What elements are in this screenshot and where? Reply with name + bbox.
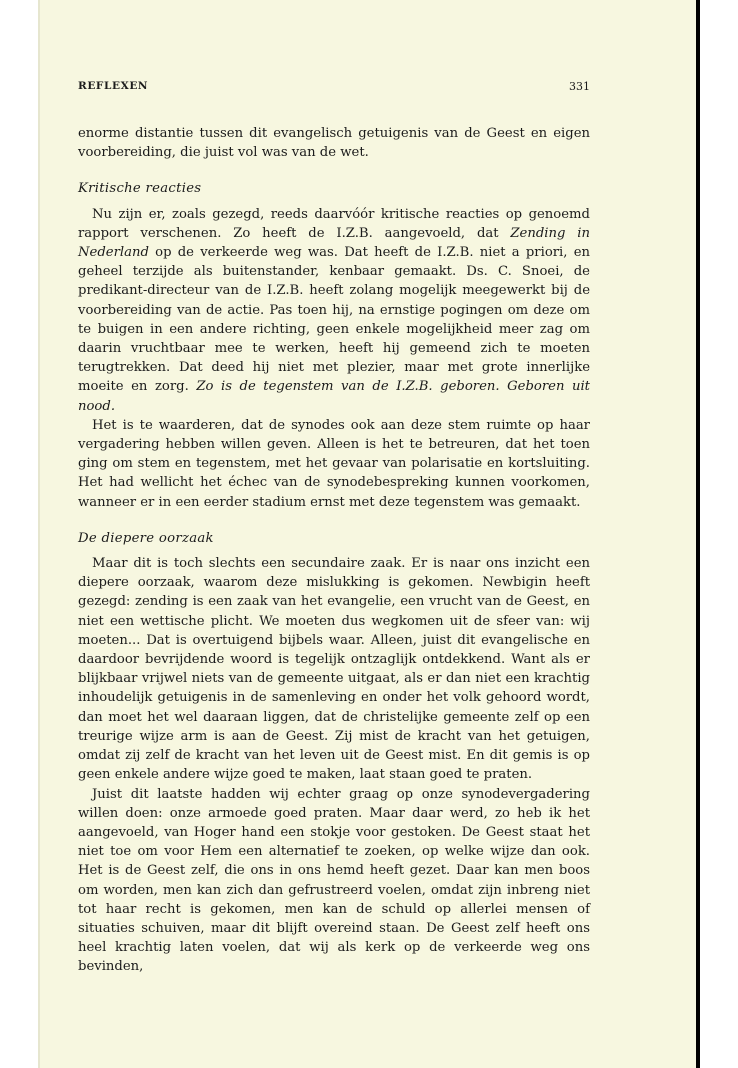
paragraph-juist-dit-laatste: Juist dit laatste hadden wij echter graag op onze synodevergadering willen doen: onze armoede goed praten. Maar daar werd, zo heb ik het aangevoeld, van Hoger hand een stokje voor gestoken. De Geest staat het niet toe om voor Hem een alternatief te zoeken, op welke wijze dan ook. Het is de Geest zelf, die ons in ons hemd heeft gezet. Daar kan men boos om worden, men kan zich dan gefrustreerd voelen, omdat zijn inbreng niet tot haar recht is gekomen, men kan de schuld op allerlei mensen of situaties schuiven, maar dit blijft overeind staan. De Geest zelf heeft ons heel krachtig laten voelen, dat wij als kerk op de verkeerde weg ons bevinden,	[78, 786, 590, 975]
section-heading-diepere-oorzaak: De diepere oorzaak	[78, 530, 214, 546]
paragraph-kritische-reacties	[78, 205, 590, 416]
page-number: 331	[569, 80, 590, 93]
paragraph-text: Nu zijn er, zoals gezegd, reeds daarvóór kritische reacties op genoemd rapport verschenen. Zo heeft de I.Z.B. aangevoeld, dat	[78, 206, 590, 241]
body-text	[78, 124, 590, 977]
running-title: REFLEXEN	[78, 80, 149, 92]
paragraph-diepere-oorzaak: Maar dit is toch slechts een secundaire zaak. Er is naar ons inzicht een diepere oorzaak, waarom deze mislukking is gekomen. Newbigin heeft gezegd: zending is een zaak van het evangelie, een vrucht van de Geest, en niet een wettische plicht. We moeten dus wegkomen uit de sfeer van: wij moeten... Dat is overtuigend bijbels waar. Alleen, juist dit evangelische en daardoor bevrijdende woord is tegelijk ontzaglijk ontdekkend. Want als er blijkbaar vrijwel niets van de gemeente uitgaat, als er dan niet een krachtig inhoudelijk getuigenis in de samenleving en onder het volk gehoord wordt, dan moet het wel daaraan liggen, dat de christelijke gemeente zelf op een treurige wijze arm is aan de Geest. Zij mist de kracht van het getuigen, omdat zij zelf de kracht van het leven uit de Geest mist. En dit gemis is op geen enkele andere wijze goed te maken, laat staan goed te praten.	[78, 556, 590, 783]
title-reference: Zending in Nederland	[78, 225, 590, 261]
paragraph-text: op de verkeerde weg was. Dat heeft de I.Z.B. niet a priori, en geheel terzijde als buitenstander, kenbaar gemaakt. Ds. C. Snoei, de predikant-directeur van de I.Z.B. heeft zolang mogelijk meegewerkt bij de voorbereiding van de actie. Pas toen hij, na ernstige pogingen om deze om te buigen in een andere richting, geen enkele mogelijkheid meer zag om daarin vruchtbaar mee te werken, heeft hij gemeend zich te moeten terugtrekken. Dat deed hij niet met plezier, maar met grote innerlijke moeite en zorg.	[78, 245, 590, 395]
section-heading-kritische-reacties: Kritische reacties	[78, 181, 202, 197]
paragraph-waarderen: Het is te waarderen, dat de synodes ook aan deze stem ruimte op haar vergadering hebben willen geven. Alleen is het te betreuren, dat het toen ging om stem en tegenstem, met het gevaar van polarisatie en kortsluiting. Het had wellicht het échec van de synodebespreking kunnen voorkomen, wanneer er in een eerder stadium ernst met deze tegenstem was gemaakt.	[78, 417, 590, 510]
scan-border	[696, 0, 700, 1068]
emphasis-text: Zo is de tegenstem van de I.Z.B. geboren. Geboren uit nood.	[78, 379, 590, 414]
paragraph-intro: enorme distantie tussen dit evangelisch getuigenis van de Geest en eigen voorbereiding, die juist vol was van de wet.	[78, 126, 590, 161]
page-content	[38, 0, 696, 1068]
